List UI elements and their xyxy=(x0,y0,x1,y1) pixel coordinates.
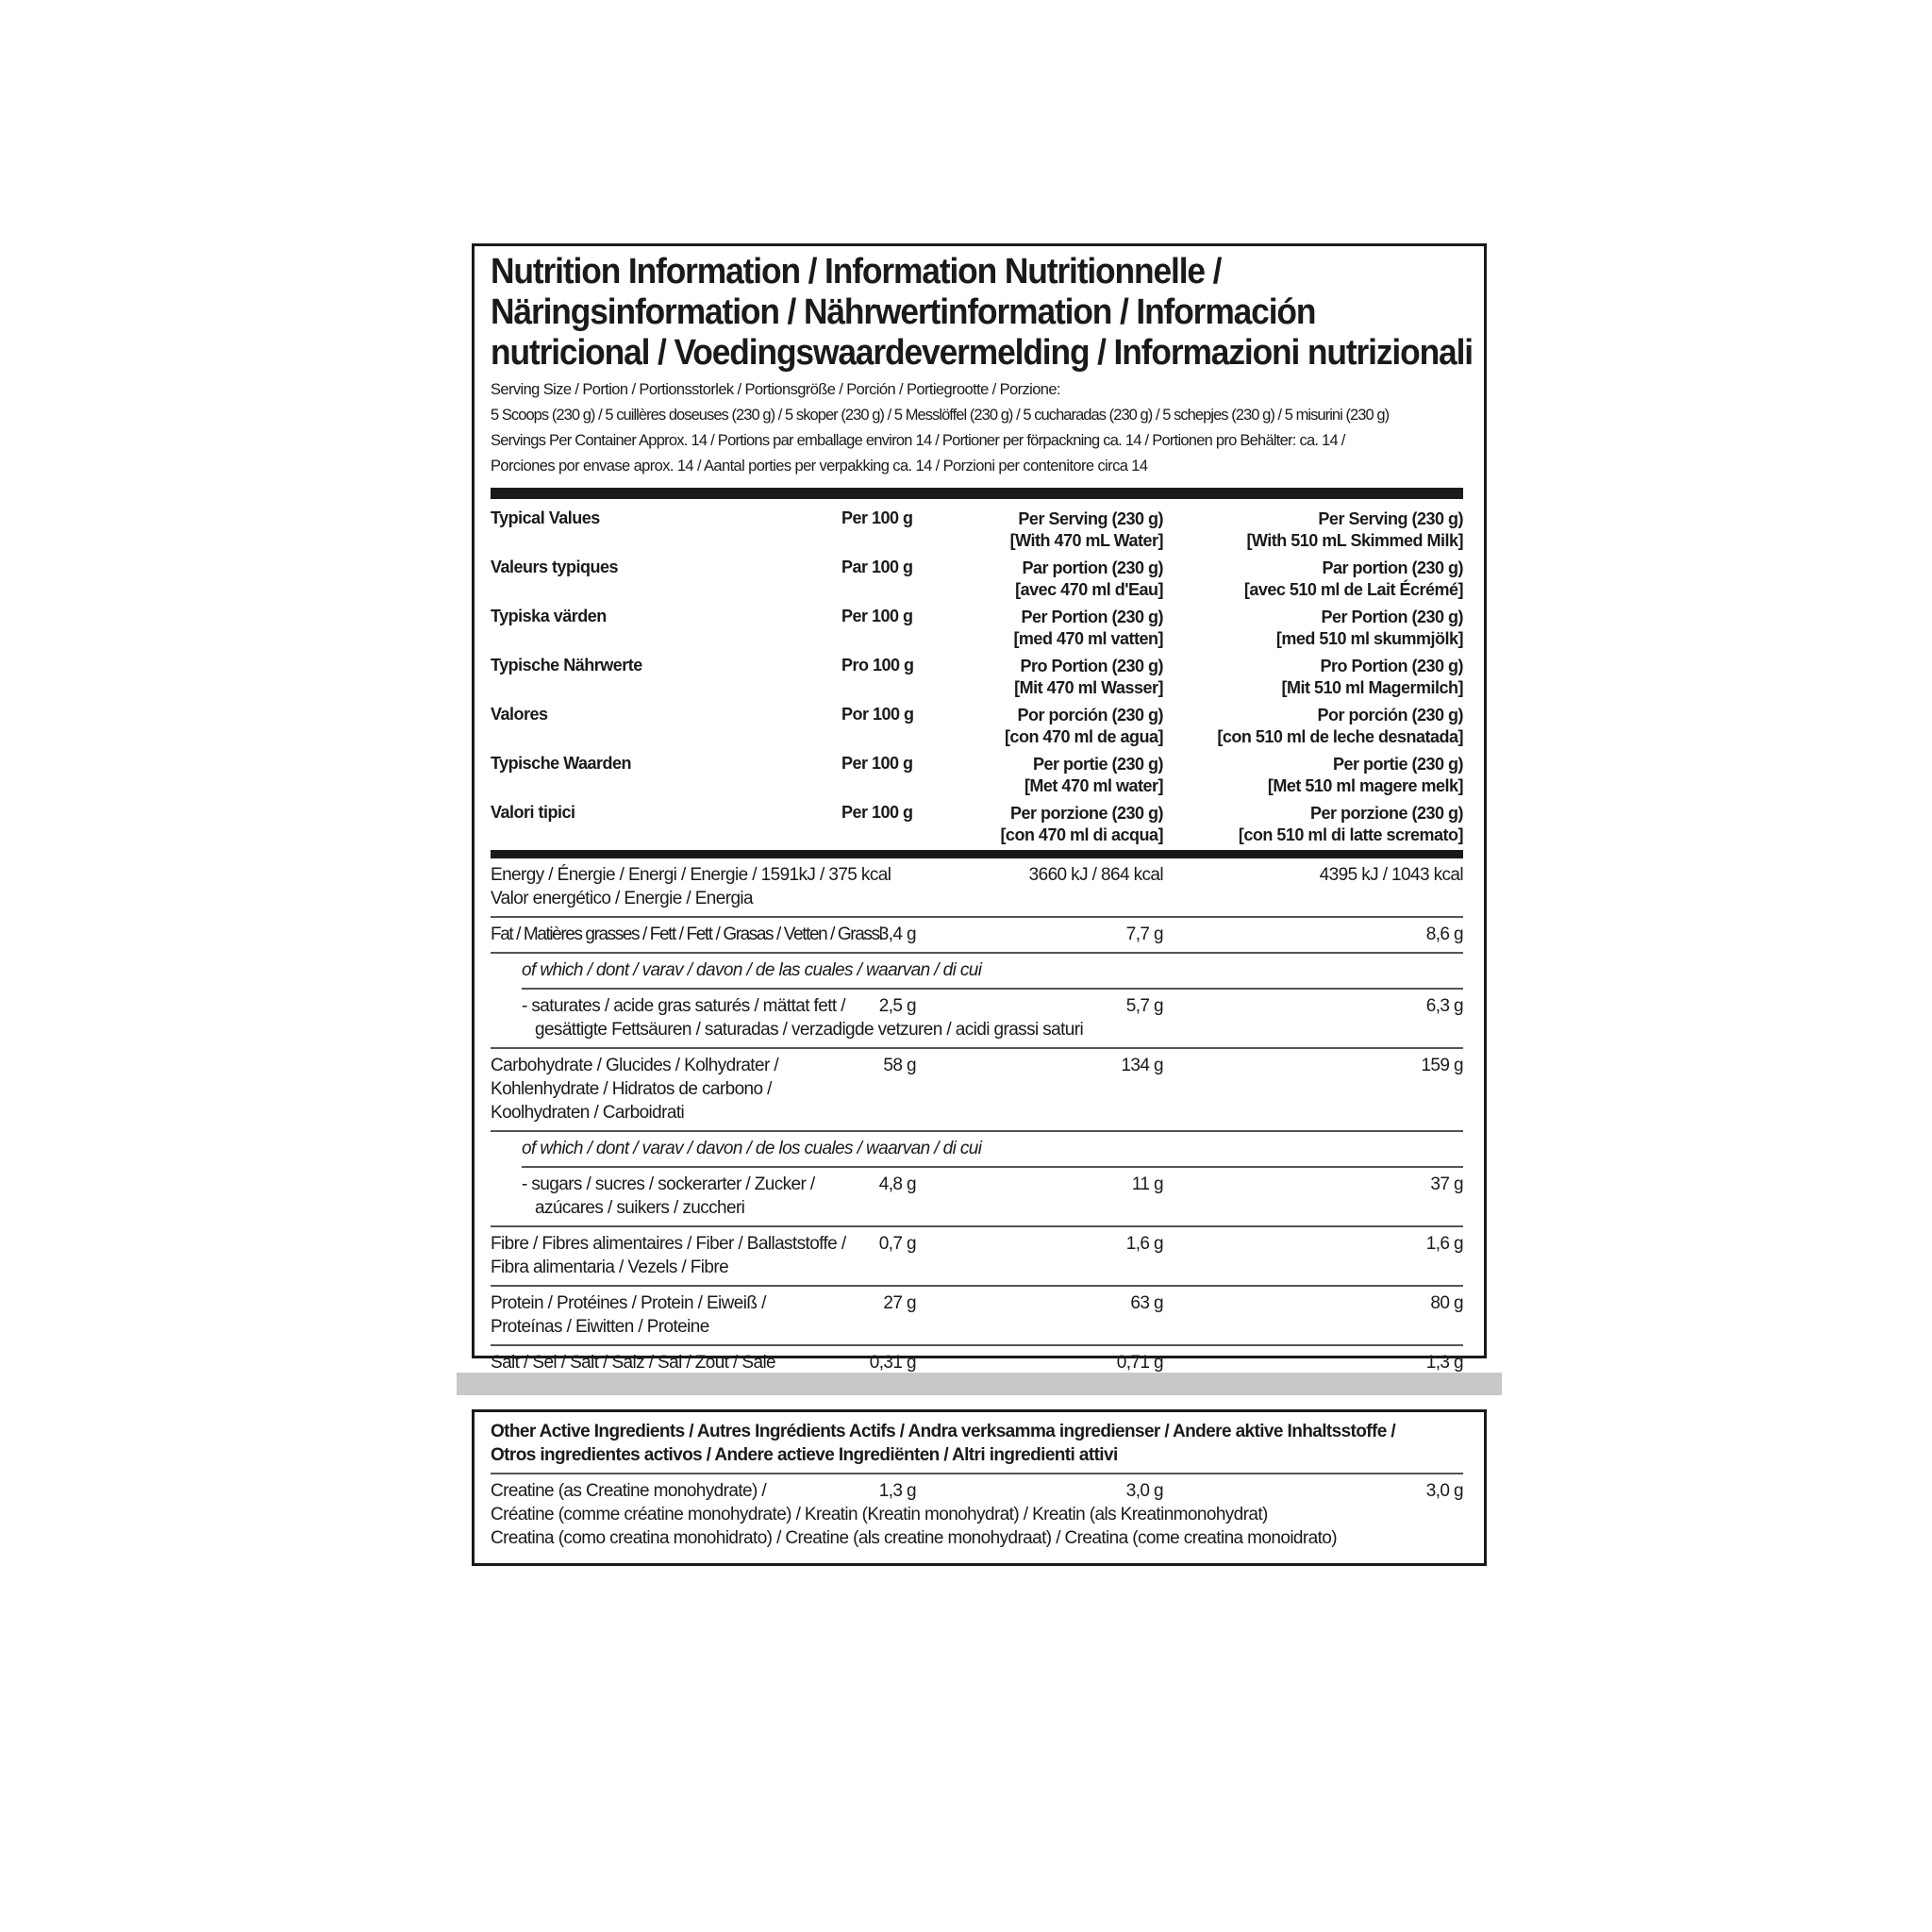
carbohydrate-per100-value: 58 g xyxy=(883,1056,916,1075)
header-milk xyxy=(1239,803,1463,846)
header-water-line: Per portie (230 g) xyxy=(1032,755,1163,774)
header-per100: Per 100 g xyxy=(841,803,913,822)
header-per100: Par 100 g xyxy=(841,558,913,576)
servings-per-container-cont: Porciones por envase aprox. 14 / Aantal porties per verpakking ca. 14 / Porzioni per contenitore circa 14 xyxy=(491,458,1148,475)
serving-size-value: 5 Scoops (230 g) / 5 cuillères doseuses (230 g) / 5 skoper (230 g) / 5 Messlöffel (230 g) / 5 cucharadas (230 g) / 5 schepjes (230 g) / 5 misurini (230 g) xyxy=(491,407,1390,424)
title-line: Nutrition Information / Information Nutritionnelle / xyxy=(491,252,1222,291)
header-per100: Per 100 g xyxy=(841,754,913,773)
carb-of-which-label: of which / dont / varav / davon / de los cuales / waarvan / di cui xyxy=(522,1139,982,1158)
header-label: Valori tipici xyxy=(491,803,575,822)
sugars-label: - sugars / sucres / sockerarter / Zucker / xyxy=(522,1174,815,1194)
active-ingredients-title xyxy=(491,1412,1463,1474)
saturates-per100-value: 2,5 g xyxy=(878,996,916,1016)
header-label: Typische Waarden xyxy=(491,754,632,773)
energy-label-cont: Valor energético / Energie / Energia xyxy=(491,889,754,908)
carbohydrate-label-cont: Koolhydraten / Carboidrati xyxy=(491,1103,685,1123)
active-title-line: Other Active Ingredients / Autres Ingrédients Actifs / Andra verksamma ingredienser / Andere aktive Inhaltsstoffe / xyxy=(491,1422,1396,1441)
header-milk-line: Per porzione (230 g) xyxy=(1309,804,1463,823)
salt-water-value: 0,71 g xyxy=(1116,1353,1163,1373)
header-row xyxy=(491,552,1463,601)
header-milk-line: [avec 510 ml de Lait Écrémé] xyxy=(1243,580,1463,599)
sugars-label-cont: azúcares / suikers / zuccheri xyxy=(535,1198,745,1218)
header-milk xyxy=(1217,705,1463,748)
header-water-line: [Met 470 ml water] xyxy=(1024,776,1163,795)
header-water-line: Par portion (230 g) xyxy=(1022,558,1163,577)
creatine-milk-value: 3,0 g xyxy=(1425,1481,1463,1501)
saturates-label-cont: gesättigte Fettsäuren / saturadas / verzadigde vetzuren / acidi grassi saturi xyxy=(535,1020,1084,1040)
fat-water-value: 7,7 g xyxy=(1125,924,1163,944)
energy-milk-value: 4395 kJ / 1043 kcal xyxy=(1319,865,1463,885)
carb-of-which-row xyxy=(522,1132,1463,1168)
header-water-line: Per Portion (230 g) xyxy=(1021,608,1163,626)
creatine-row xyxy=(491,1474,1463,1550)
fat-row xyxy=(491,918,1463,954)
fibre-label: Fibre / Fibres alimentaires / Fiber / Ballaststoffe / xyxy=(491,1234,846,1254)
header-row xyxy=(491,601,1463,650)
saturates-milk-value: 6,3 g xyxy=(1425,996,1463,1016)
header-water-line: [Mit 470 ml Wasser] xyxy=(1014,678,1163,697)
header-water-line: [avec 470 ml d'Eau] xyxy=(1015,580,1163,599)
header-water-line: Por porción (230 g) xyxy=(1017,706,1163,724)
fibre-row xyxy=(491,1227,1463,1287)
header-milk-line: [Met 510 ml magere melk] xyxy=(1267,776,1463,795)
fibre-label-cont: Fibra alimentaria / Vezels / Fibre xyxy=(491,1257,729,1277)
header-label: Typiska värden xyxy=(491,607,607,625)
header-water-line: Per porzione (230 g) xyxy=(1009,804,1163,823)
header-water-line: [med 470 ml vatten] xyxy=(1013,629,1163,648)
carbohydrate-row xyxy=(491,1049,1463,1132)
header-milk xyxy=(1246,508,1463,552)
protein-water-value: 63 g xyxy=(1130,1293,1163,1313)
header-row xyxy=(491,650,1463,699)
header-row xyxy=(491,699,1463,748)
fat-of-which-label: of which / dont / varav / davon / de las cuales / waarvan / di cui xyxy=(522,960,982,980)
header-row xyxy=(491,503,1463,552)
header-milk-line: [With 510 mL Skimmed Milk] xyxy=(1246,531,1463,550)
title-line: nutricional / Voedingswaardevermelding / Informazioni nutrizionali xyxy=(491,333,1474,373)
carbohydrate-milk-value: 159 g xyxy=(1421,1056,1463,1075)
saturates-row xyxy=(491,990,1463,1049)
saturates-label: - saturates / acide gras saturés / mättat fett / xyxy=(522,996,845,1016)
protein-row xyxy=(491,1287,1463,1346)
header-milk xyxy=(1244,558,1463,601)
fibre-per100-value: 0,7 g xyxy=(878,1234,916,1254)
separator-bar xyxy=(457,1373,1502,1395)
section-divider xyxy=(491,488,1463,499)
header-water-line: Pro Portion (230 g) xyxy=(1020,657,1163,675)
salt-per100-value: 0,31 g xyxy=(869,1353,916,1373)
fat-of-which-row xyxy=(522,954,1463,990)
servings-per-container: Servings Per Container Approx. 14 / Portions par emballage environ 14 / Portioner per förpackning ca. 14 / Portionen pro Behälter: ca. 14 / xyxy=(491,432,1345,449)
header-milk-line: [Mit 510 ml Magermilch] xyxy=(1281,678,1463,697)
serving-size-label: Serving Size / Portion / Portionsstorlek / Portionsgröße / Porción / Portiegrootte / Porzione: xyxy=(491,381,1060,398)
header-milk-line: [con 510 ml de leche desnatada] xyxy=(1217,727,1463,746)
carbohydrate-water-value: 134 g xyxy=(1121,1056,1163,1075)
header-water-line: Per Serving (230 g) xyxy=(1018,509,1163,528)
sugars-water-value: 11 g xyxy=(1131,1174,1163,1194)
header-label: Valeurs typiques xyxy=(491,558,619,576)
fibre-water-value: 1,6 g xyxy=(1125,1234,1163,1254)
fat-milk-value: 8,6 g xyxy=(1425,924,1463,944)
protein-label-cont: Proteínas / Eiwitten / Proteine xyxy=(491,1317,709,1337)
section-divider xyxy=(491,850,1463,858)
header-per100: Pro 100 g xyxy=(841,656,914,675)
header-milk-line: [med 510 ml skummjölk] xyxy=(1275,629,1463,648)
header-water xyxy=(1005,705,1163,748)
header-label: Valores xyxy=(491,705,548,724)
creatine-water-value: 3,0 g xyxy=(1125,1481,1163,1501)
header-per100: Por 100 g xyxy=(841,705,914,724)
header-row xyxy=(491,797,1463,846)
fibre-milk-value: 1,6 g xyxy=(1425,1234,1463,1254)
header-milk-line: Pro Portion (230 g) xyxy=(1320,657,1463,675)
saturates-water-value: 5,7 g xyxy=(1125,996,1163,1016)
header-label: Typical Values xyxy=(491,508,600,527)
title-line: Näringsinformation / Nährwertinformation / Información xyxy=(491,292,1316,332)
salt-milk-value: 1,3 g xyxy=(1425,1353,1463,1373)
header-label: Typische Nährwerte xyxy=(491,656,642,675)
carbohydrate-label: Carbohydrate / Glucides / Kolhydrater / xyxy=(491,1056,779,1075)
energy-label: Energy / Énergie / Energi / Energie / 1591kJ / 375 kcal xyxy=(491,865,891,885)
active-ingredients-panel xyxy=(472,1409,1487,1566)
sugars-milk-value: 37 g xyxy=(1430,1174,1463,1194)
header-row xyxy=(491,748,1463,797)
header-milk xyxy=(1268,754,1463,797)
typical-values-header xyxy=(491,499,1463,846)
header-water xyxy=(1010,508,1163,552)
sugars-per100-value: 4,8 g xyxy=(878,1174,916,1194)
sugars-row xyxy=(491,1168,1463,1227)
panel-title xyxy=(491,252,1474,374)
fat-label: Fat / Matières grasses / Fett / Fett / Grasas / Vetten / Grassi xyxy=(491,924,882,944)
header-water xyxy=(1015,558,1163,601)
protein-milk-value: 80 g xyxy=(1430,1293,1463,1313)
header-milk-line: Per Serving (230 g) xyxy=(1318,509,1463,528)
header-water xyxy=(1014,656,1163,699)
energy-water-value: 3660 kJ / 864 kcal xyxy=(1028,865,1163,885)
header-milk xyxy=(1281,656,1463,699)
header-water-line: [With 470 mL Water] xyxy=(1009,531,1163,550)
header-milk-line: Per Portion (230 g) xyxy=(1321,608,1463,626)
header-milk-line: [con 510 ml di latte scremato] xyxy=(1238,825,1463,844)
header-milk xyxy=(1276,607,1463,650)
header-water xyxy=(1013,607,1163,650)
header-water-line: [con 470 ml di acqua] xyxy=(1000,825,1163,844)
header-per100: Per 100 g xyxy=(841,607,913,625)
creatine-label: Creatine (as Creatine monohydrate) / xyxy=(491,1481,767,1501)
header-water-line: [con 470 ml de agua] xyxy=(1004,727,1163,746)
creatine-label-cont: Créatine (comme créatine monohydrate) / Kreatin (Kreatin monohydrat) / Kreatin (als Kreatinmonohydrat) xyxy=(491,1505,1268,1524)
header-water xyxy=(1024,754,1163,797)
header-per100: Per 100 g xyxy=(841,508,913,527)
active-title-line: Otros ingredientes activos / Andere actieve Ingrediënten / Altri ingredienti attivi xyxy=(491,1445,1118,1465)
fat-per100-value: 3,4 g xyxy=(878,924,916,944)
carbohydrate-label-cont: Kohlenhydrate / Hidratos de carbono / xyxy=(491,1079,772,1099)
header-milk-line: Per portie (230 g) xyxy=(1332,755,1463,774)
header-water xyxy=(1000,803,1163,846)
energy-row xyxy=(491,858,1463,918)
header-milk-line: Por porción (230 g) xyxy=(1317,706,1463,724)
protein-per100-value: 27 g xyxy=(883,1293,916,1313)
salt-label: Salt / Sel / Salt / Salz / Sal / Zout / Sale xyxy=(491,1353,776,1373)
creatine-per100-value: 1,3 g xyxy=(878,1481,916,1501)
nutrition-information-panel xyxy=(472,243,1487,1373)
header-milk-line: Par portion (230 g) xyxy=(1322,558,1463,577)
protein-label: Protein / Protéines / Protein / Eiweiß / xyxy=(491,1293,766,1313)
creatine-label-cont: Creatina (como creatina monohidrato) / Creatine (als creatine monohydraat) / Creatina (come creatina monoidrato) xyxy=(491,1528,1337,1548)
